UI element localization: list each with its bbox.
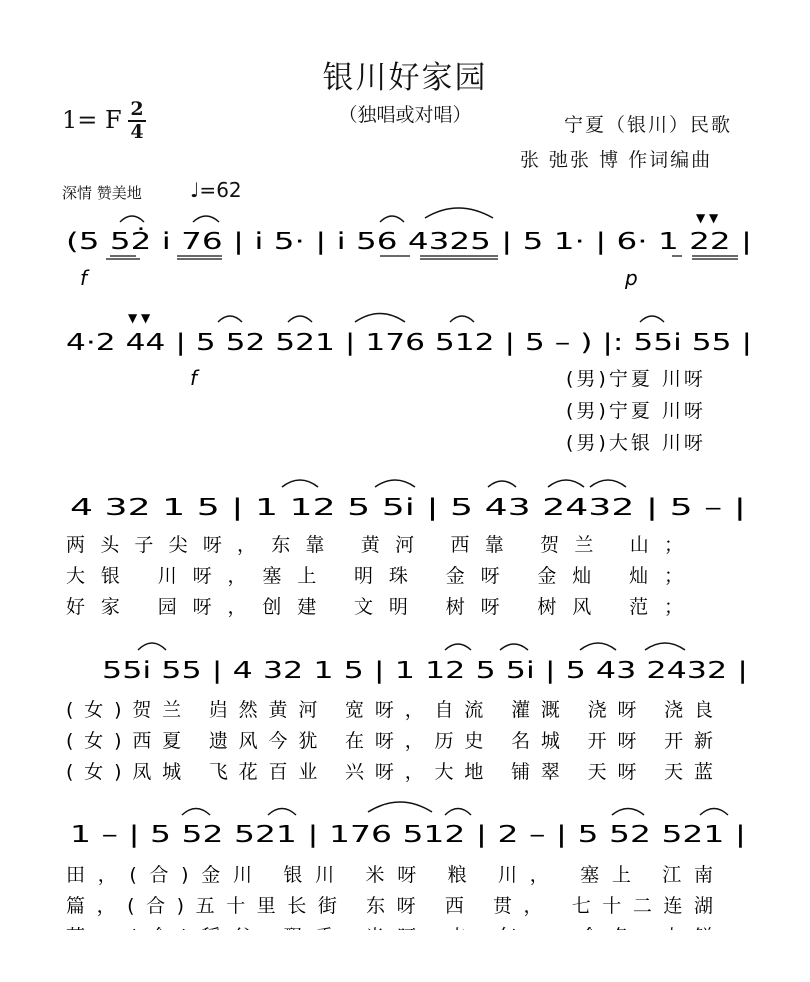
song-subtitle: （独唱或对唱） [338, 104, 472, 126]
dynamic-marking: f [80, 266, 88, 290]
song-title: 银川好家园 [322, 60, 488, 96]
slur-marks [282, 480, 626, 487]
staff-row-5 [66, 802, 746, 948]
accent-marks: ▼ ▼ [696, 211, 719, 225]
notes-row-4: 55i̇ 55 | 4 32 1 5 | 1 12 5 5i̇ | 5 43 2432 | [102, 658, 748, 684]
song-credits: 张 弛张 博 作词编曲 [520, 149, 713, 171]
lyric-line: (女)贺兰 岿然黄河 宽呀，自流 灌溉 浇呀 浇良 [66, 699, 716, 721]
tempo-marking: ♩=62 [190, 178, 242, 202]
notes-row-5: 1 – | 5 52 521 | 176 512 | 2 – | 5 52 521 | [70, 822, 746, 848]
lyric-line: 两头子尖呀，东靠 黄河 西靠 贺兰 山； [66, 534, 686, 556]
song-origin: 宁夏（银川）民歌 [564, 114, 733, 136]
key-signature: 1= F [62, 106, 122, 134]
notes-row-2: 4·2 44 | 5 52 521 | 176 512 | 5 – ) |: 55i̇ 55 | [66, 330, 752, 356]
notes-row-3: 4 32 1 5 | 1 12 5 5i̇ | 5 43 2432 | 5 – | [70, 495, 746, 521]
lyric-line: 大银 川呀，塞上 明珠 金呀 金灿 灿； [66, 565, 687, 587]
lyric-line: 田，(合)金川 银川 米呀 粮 川， 塞上 江南 [66, 864, 717, 886]
staff-row-1 [66, 208, 752, 290]
slur-marks [182, 802, 728, 815]
accent-marks: ▼ ▼ [128, 311, 151, 325]
page-cutoff [0, 930, 810, 982]
lyric-line: (女)凤城 飞花百业 兴呀，大地 铺翠 天呀 天蓝 [66, 761, 716, 783]
lyric-line: (女)西夏 遗风今犹 在呀，历史 名城 开呀 开新 [66, 730, 716, 752]
lyric-line: 篇，(合)五十里长街 东呀 西 贯， 七十二连湖 [66, 895, 716, 917]
dynamic-marking: f [190, 366, 198, 390]
staff-row-3 [66, 480, 746, 618]
lyric-line: (男)宁夏 川呀 [566, 368, 706, 390]
time-signature-top: 2 [130, 98, 144, 120]
slur-marks [120, 208, 493, 222]
staff-row-4 [66, 643, 748, 783]
slur-marks [138, 643, 685, 650]
staff-row-2 [66, 311, 752, 454]
time-signature-bottom: 4 [130, 121, 144, 143]
lyric-line: (男)大银 川呀 [566, 432, 706, 454]
underline-beams [106, 256, 738, 259]
dynamic-marking: p [625, 266, 638, 290]
notes-row-1: (5 52̇ i̇ 76 | i̇ 5· | i̇ 56 4325 | 5 1· | 6· 1 22 | [66, 229, 550, 255]
expression-marking: 深情 赞美地 [62, 184, 142, 202]
lyric-line: (男)宁夏 川呀 [566, 400, 706, 422]
slur-marks [218, 314, 664, 323]
lyric-line: 好家 园呀，创建 文明 树呀 树风 范； [66, 596, 687, 618]
